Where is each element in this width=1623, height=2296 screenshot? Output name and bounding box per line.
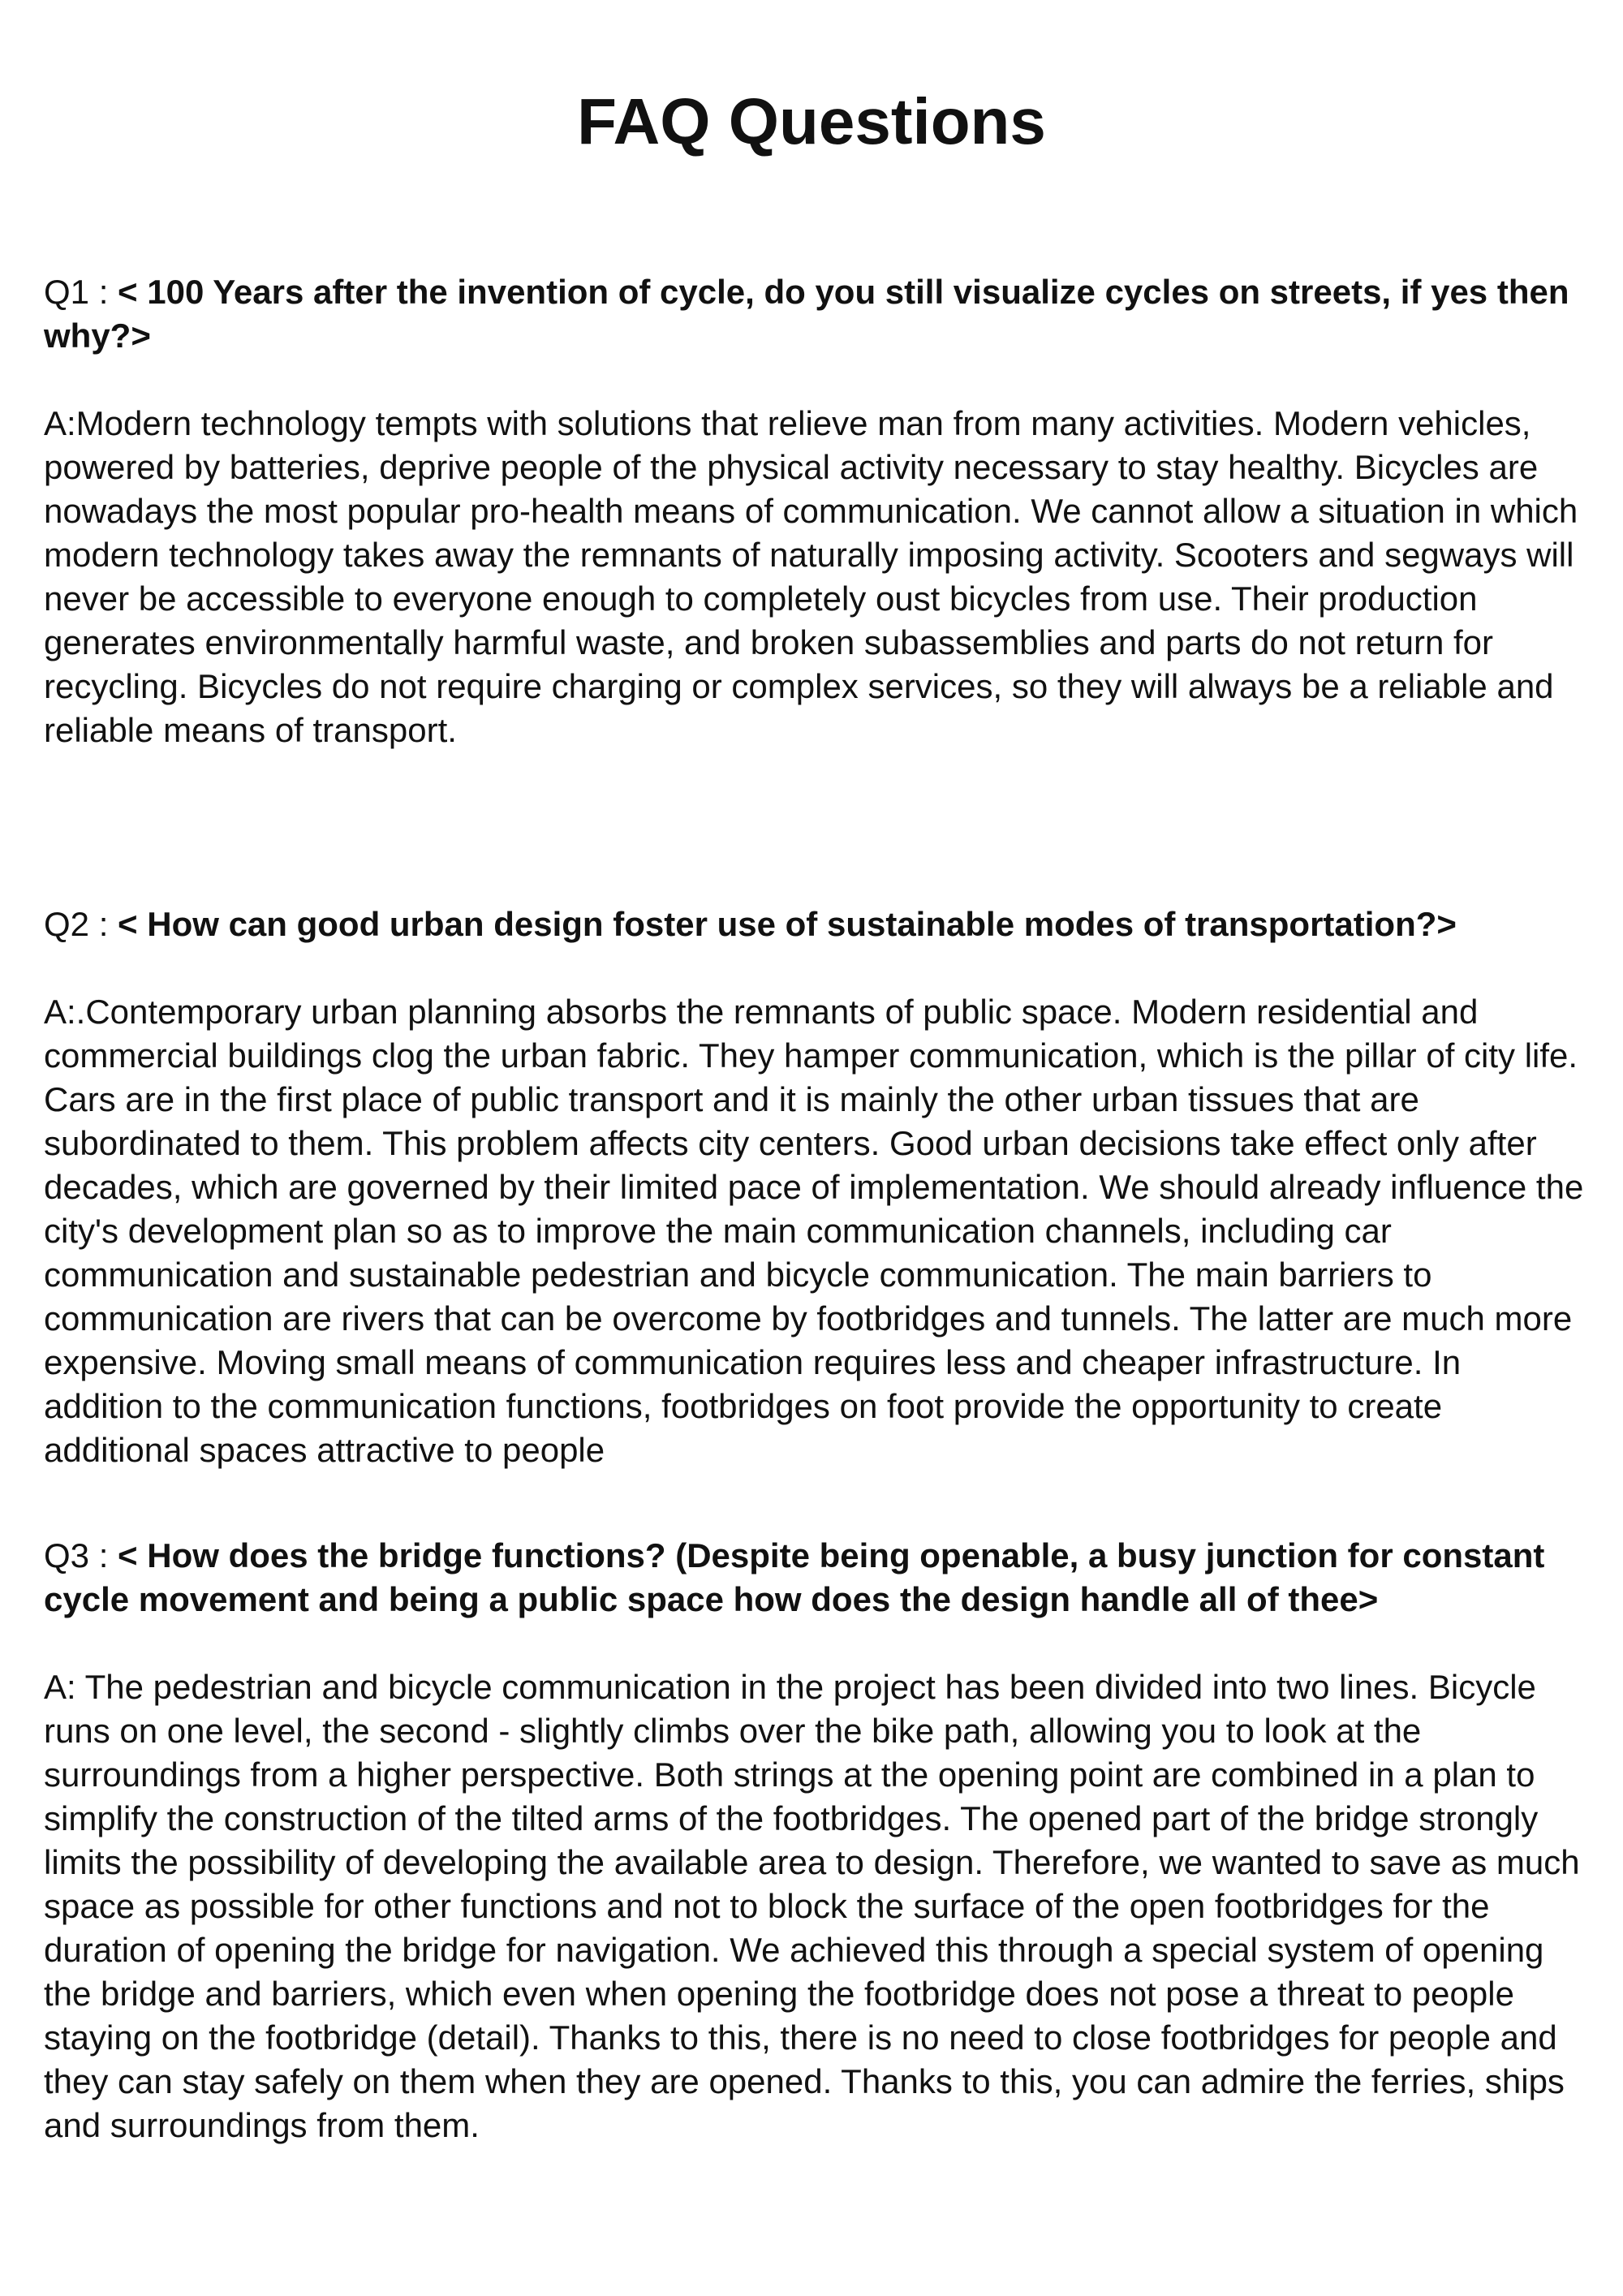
faq-question-prefix: Q2 : — [44, 905, 118, 943]
faq-item-3 — [44, 1534, 1586, 2147]
faq-item-2 — [44, 902, 1586, 1472]
faq-question-prefix: Q1 : — [44, 273, 118, 311]
faq-answer-2: A:.Contemporary urban planning absorbs the remnants of public space. Modern residential and commercial buildings clog the urban fabric. They hamper communication, which is the pillar of city life. Cars are in the first place of public transport and it is mainly the other urban tissues that are subordinated to them. This problem affects city centers. Good urban decisions take effect only after decades, which are governed by their limited pace of implementation. We should already influence the city's development plan so as to improve the main communication channels, including car communication and sustainable pedestrian and bicycle communication. The main barriers to communication are rivers that can be overcome by footbridges and tunnels. The latter are much more expensive. Moving small means of communication requires less and cheaper infrastructure. In addition to the communication functions, footbridges on foot provide the opportunity to create additional spaces attractive to people — [44, 993, 1584, 1469]
faq-question-text: < 100 Years after the invention of cycle, do you still visualize cycles on streets, if yes then why?> — [44, 273, 1569, 355]
faq-question-2 — [44, 902, 1586, 946]
faq-question-1 — [44, 270, 1586, 358]
faq-question-text: < How can good urban design foster use of sustainable modes of transportation?> — [118, 905, 1457, 943]
page-title: FAQ Questions — [577, 85, 1046, 157]
faq-question-text: < How does the bridge functions? (Despite being openable, a busy junction for constant cycle movement and being a public space how does the design handle all of thee> — [44, 1536, 1545, 1618]
faq-question-prefix: Q3 : — [44, 1536, 118, 1574]
faq-answer-3: A: The pedestrian and bicycle communication in the project has been divided into two lines. Bicycle runs on one level, the second - slightly climbs over the bike path, allowing you to look at the surroundings from a higher perspective. Both strings at the opening point are combined in a plan to simplify the construction of the tilted arms of the footbridges. The opened part of the bridge strongly limits the possibility of developing the available area to design. Therefore, we wanted to save as much space as possible for other functions and not to block the surface of the open footbridges for the duration of opening the bridge for navigation. We achieved this through a special system of opening the bridge and barriers, which even when opening the footbridge does not pose a threat to people staying on the footbridge (detail). Thanks to this, there is no need to close footbridges for people and they can stay safely on them when they are opened. Thanks to this, you can admire the ferries, ships and surroundings from them. — [44, 1668, 1580, 2144]
faq-question-3 — [44, 1534, 1586, 1622]
faq-item-1 — [44, 270, 1586, 752]
faq-answer-1: A:Modern technology tempts with solutions that relieve man from many activities. Modern vehicles, powered by batteries, deprive people of the physical activity necessary to stay healthy. Bicycles are nowadays the most popular pro-health means of communication. We cannot allow a situation in which modern technology takes away the remnants of naturally imposing activity. Scooters and segways will never be accessible to everyone enough to completely oust bicycles from use. Their production generates environmentally harmful waste, and broken subassemblies and parts do not return for recycling. Bicycles do not require charging or complex services, so they will always be a reliable and reliable means of transport. — [44, 404, 1578, 749]
